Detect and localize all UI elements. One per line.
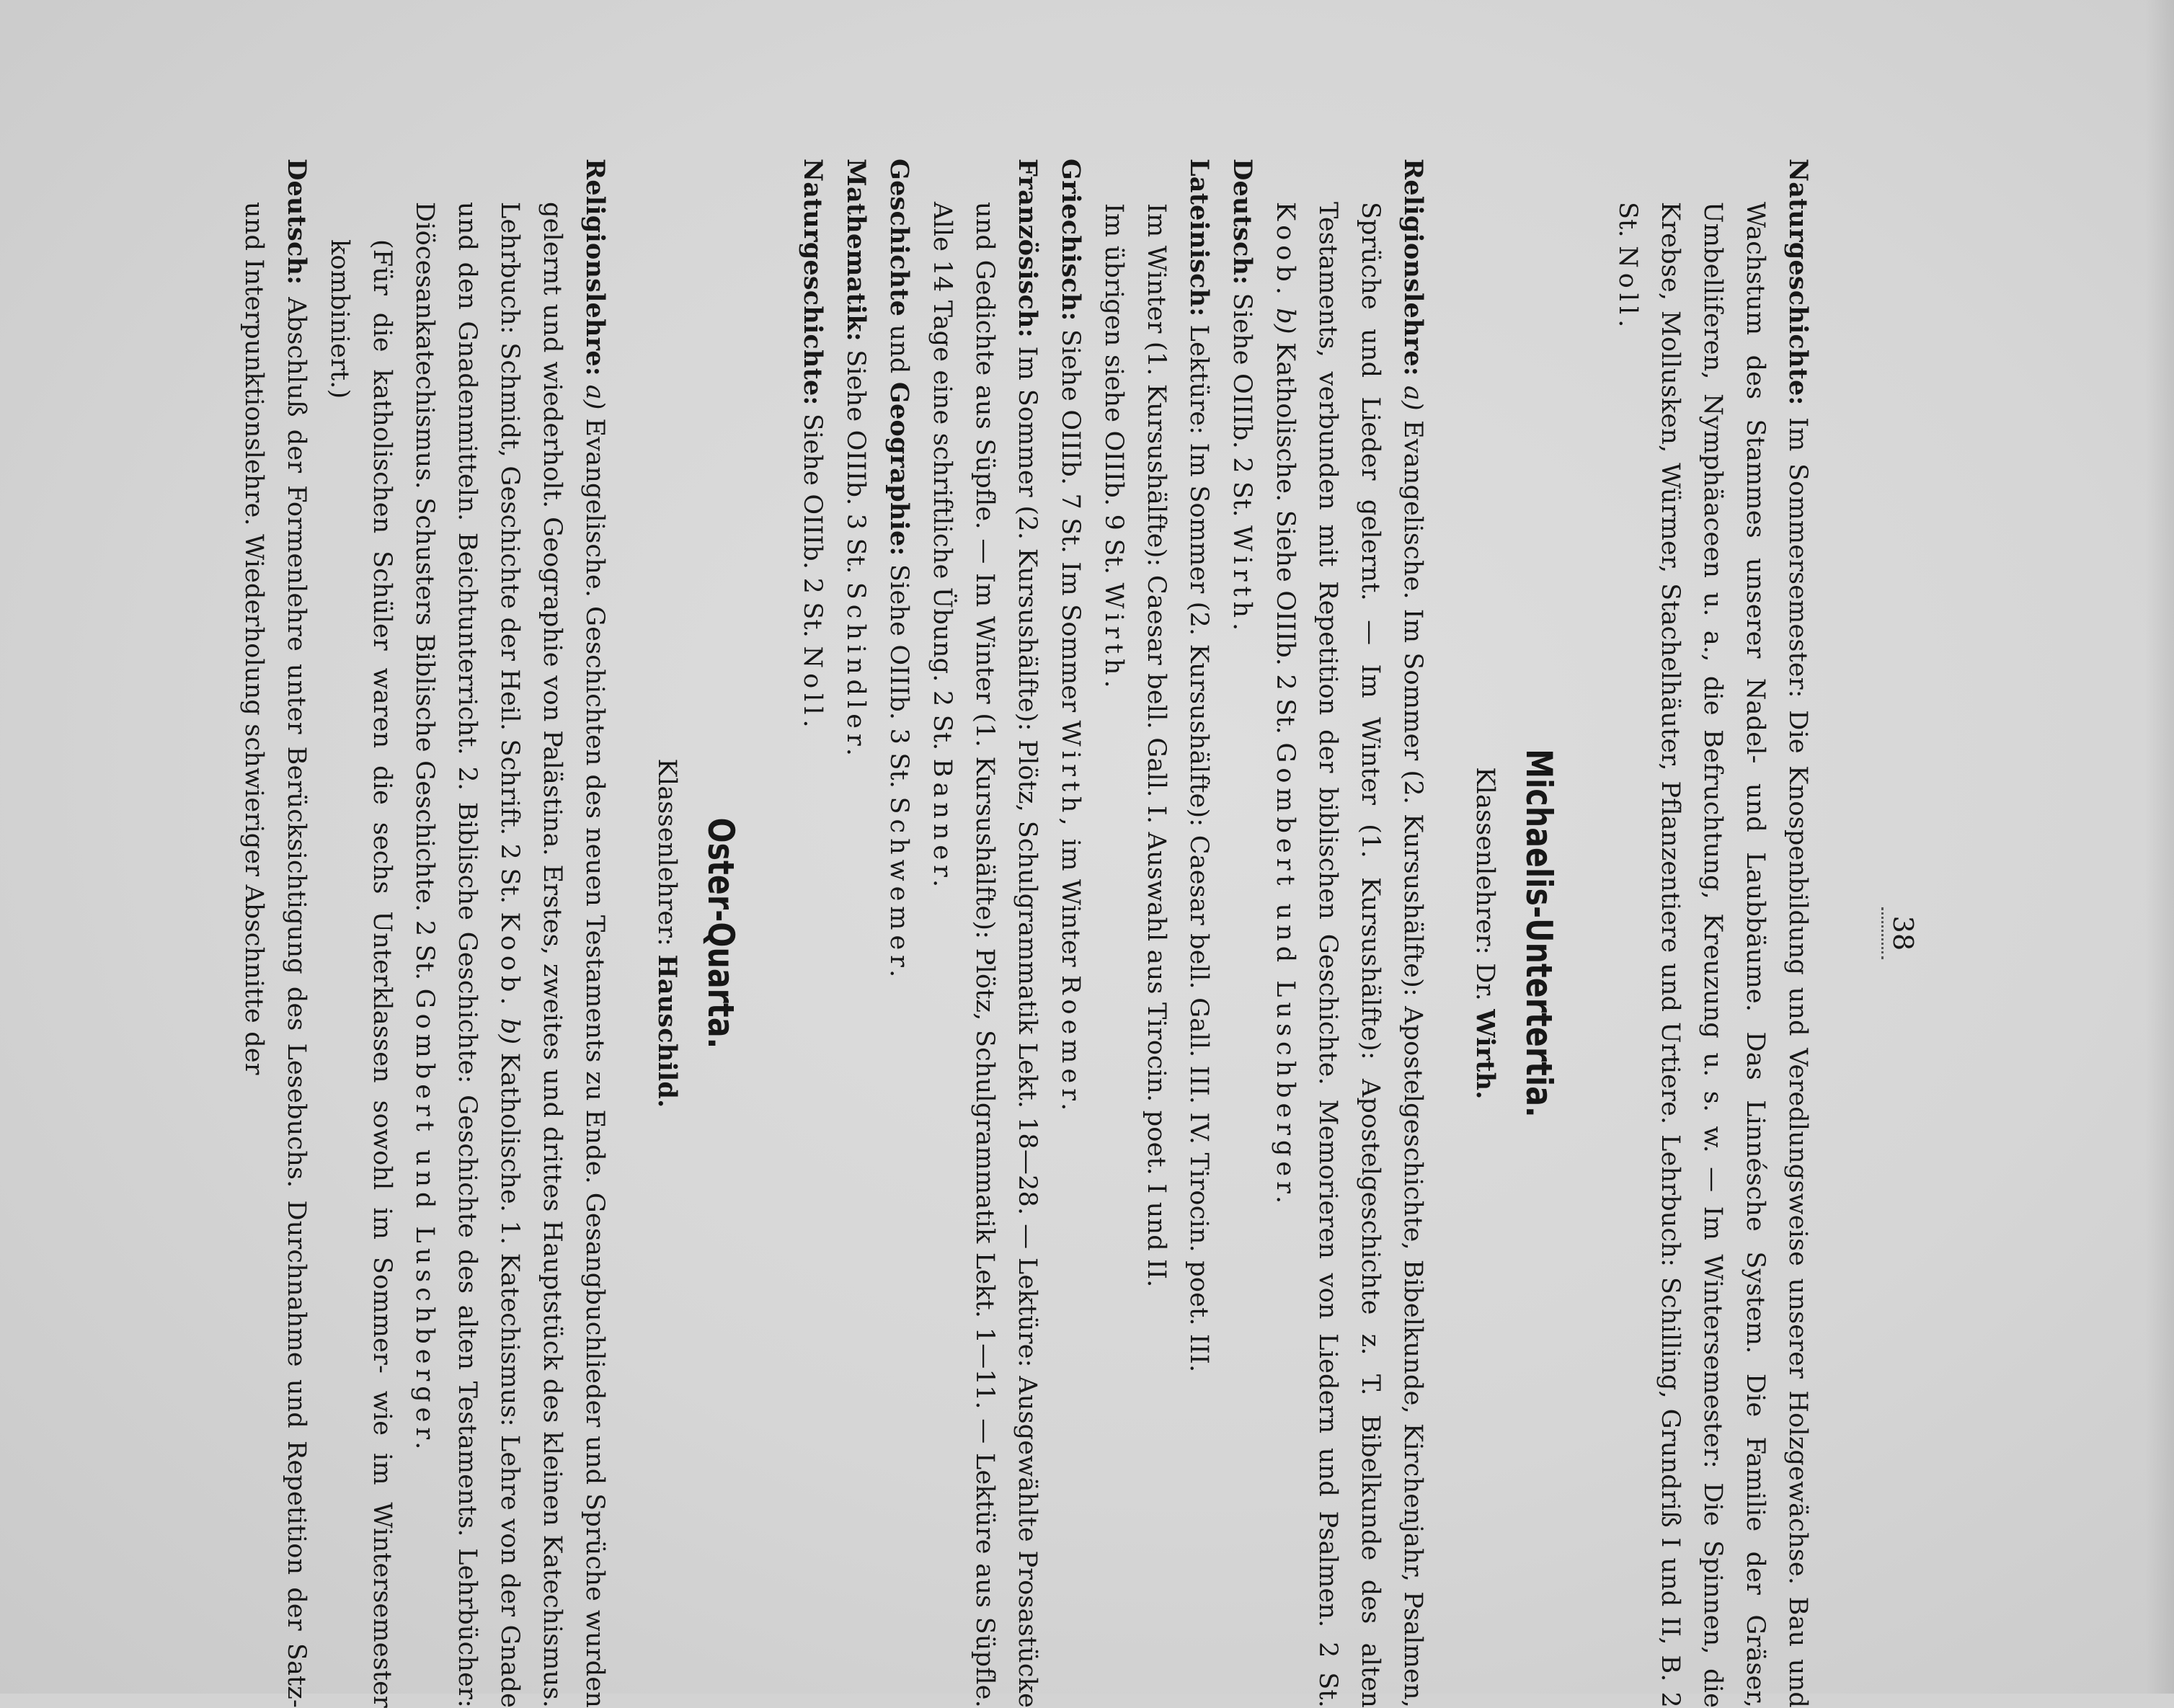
geschichte-label: Geschichte bbox=[884, 159, 914, 317]
griechisch-teacher-1: Wirth, bbox=[1056, 720, 1085, 831]
deutsch-paragraph-2 bbox=[232, 159, 318, 1708]
class-teacher-oster-quarta bbox=[645, 159, 688, 1708]
latein-paragraph bbox=[1177, 159, 1220, 1708]
mathematik-teacher: Schindler. bbox=[841, 582, 870, 761]
deutsch-teacher: Wirth. bbox=[1228, 525, 1256, 636]
deutsch-text-2: Abschluß der Formenlehre unter Berücksichtigung des Lesebuchs. Durchnahme und Repetition der Satz- und Interpunktionslehre. Wiederholung schwieriger Abschnitte der bbox=[239, 202, 311, 1708]
mathematik-label: Mathematik: bbox=[841, 159, 871, 342]
geographie-label: Geographie: bbox=[884, 381, 914, 556]
rotated-page bbox=[239, 159, 1919, 1708]
religion-b-text-2: Katholische. 1. Katechismus: Lehre von der Gnade und den Gnadenmitteln. Beichtunterricht. 2. Biblische Geschichte: Geschichte des alten Testaments. Lehrbücher: Diöcesankatechismus. Schusters Biblische Geschichte. 2 St. bbox=[410, 202, 524, 1708]
griechisch-paragraph bbox=[1049, 159, 1092, 1708]
geschichte-text: Siehe OIIIb. 3 St. bbox=[884, 564, 913, 789]
religion-a-teacher-2: Koob. bbox=[495, 912, 524, 1010]
class-teacher-michaelis bbox=[1463, 159, 1507, 1708]
page-number: 38 bbox=[1887, 915, 1919, 951]
latein-line-3: Im übrigen siehe OIIIb. 9 St. bbox=[1099, 203, 1128, 575]
griechisch-text: Siehe OIIIb. 7 St. Im Sommer bbox=[1056, 329, 1085, 713]
naturgeschichte-label-2: Naturgeschichte: bbox=[798, 159, 828, 406]
religion-paragraph-2 bbox=[403, 159, 616, 1708]
naturgeschichte-text-2: Siehe OIIIb. 2 St. bbox=[798, 413, 827, 639]
class-teacher-prefix: Klassenlehrer: Dr. bbox=[1470, 767, 1499, 1001]
naturgeschichte-teacher-2: Noll. bbox=[798, 646, 827, 733]
geschichte-teacher: Schwemer. bbox=[884, 796, 913, 983]
franzoesisch-label: Französisch: bbox=[1013, 159, 1042, 338]
religion-a-teacher: Koob. bbox=[1271, 202, 1300, 300]
deutsch-text: Siehe OIIIb. 2 St. bbox=[1228, 293, 1256, 517]
naturgeschichte-label: Naturgeschichte: bbox=[1783, 159, 1813, 406]
religion-b-marker-2: b) bbox=[495, 1018, 524, 1045]
religion-a-text-2: Evangelische. Geschichten des neuen Testaments zu Ende. Gesangbuchlieder und Sprüche wurden gelernt und wiederholt. Geographie von Palästina. Erstes, zweites und drittes Hauptstück des kleinen Katechismus. Lehrbuch: Schmidt, Geschichte der Heil. Schrift. 2 St. bbox=[495, 202, 609, 1708]
franzoesisch-text: Im Sommer (2. Kursushälfte): Plötz, Schulgrammatik Lekt. 18—28. — Lektüre: Ausgewählte Prosastücke und Gedichte aus Süpfle. — Im Winter (1. Kursushälfte): Plötz, Schulgrammatik Lekt. 1—11. — Lektüre aus Süpfle. Alle 14 Tage eine schriftliche Übung. 2 St. bbox=[928, 202, 1042, 1708]
religion-a-marker: a) bbox=[1398, 385, 1427, 411]
section-title-oster-quarta: Oster-Quarta. bbox=[700, 817, 742, 1049]
religion-a-text: Evangelische. Im Sommer (2. Kursushälfte): Apostelgeschichte, Bibelkunde, Kirchenjahr, Psalmen, Sprüche und Lieder gelernt. — Im Winter (1. Kursushälfte): Apostelgeschichte z. T. Bibelkunde des alten Testaments, verbunden mit Repetition der biblischen Geschichte. Memorieren von Liedern und Psalmen. 2 St. bbox=[1313, 202, 1427, 1708]
religion-b-text: Katholische. Siehe OIIIb. 2 St. bbox=[1271, 342, 1300, 735]
latein-line-2: Im Winter (1. Kursushälfte): Caesar bell. Gall. I. Auswahl aus Tirocin. poet. I und II. bbox=[1142, 203, 1171, 1288]
religion-note: (Für die katholischen Schüler waren die sechs Unterklassen sowohl im Sommer- wie im Wintersemester kombiniert.) bbox=[325, 239, 396, 1708]
mathematik-paragraph bbox=[834, 159, 877, 1708]
religion-b-marker: b) bbox=[1271, 308, 1300, 334]
religion-label: Religionslehre: bbox=[1398, 159, 1428, 376]
class-teacher-name: Wirth. bbox=[1470, 1009, 1500, 1100]
franzoesisch-teacher: Banner. bbox=[928, 758, 957, 893]
deutsch-label: Deutsch: bbox=[1228, 159, 1257, 285]
class-teacher-prefix-2: Klassenlehrer: bbox=[652, 758, 681, 947]
latein-line-2-paragraph bbox=[1135, 159, 1177, 1708]
deutsch-paragraph-1 bbox=[1220, 159, 1264, 1708]
page-edge-shadow bbox=[2145, 0, 2174, 1694]
geschichte-und: und bbox=[884, 324, 913, 374]
naturgeschichte-text: Im Sommersemester: Die Knospenbildung und Veredlungsweise unserer Holzgewächse. Bau und Wachstum des Stammes unserer Nadel- und Laubbäume. Das Linnésche System. Die Familie der Gräser, Umbelliferen, Nymphäaceen u. a., die Befruchtung, Kreuzung u. s. w. — Im Wintersemester: Die Spinnen, die Krebse, Mollusken, Würmer, Stachelhäuter, Pflanzentiere und Urtiere. Lehrbuch: Schilling, Grundriß I und II, B. 2 St. bbox=[1613, 202, 1812, 1708]
section-title-michaelis: Michaelis-Untertertia. bbox=[1518, 749, 1560, 1118]
religion-paragraph-1 bbox=[1264, 159, 1434, 1708]
griechisch-mid: im Winter bbox=[1056, 838, 1085, 967]
religion-b-teacher: Gombert und Luschberger. bbox=[1271, 742, 1300, 1209]
mathematik-text: Siehe OIIIb. 3 St. bbox=[841, 350, 870, 574]
religion-label-2: Religionslehre: bbox=[580, 159, 610, 376]
religion-a-marker-2: a) bbox=[580, 384, 609, 410]
latein-label: Lateinisch: bbox=[1184, 159, 1214, 317]
latein-line-3-paragraph bbox=[1092, 159, 1135, 1708]
naturgeschichte-teacher: Noll. bbox=[1613, 246, 1642, 333]
naturgeschichte-paragraph bbox=[791, 159, 834, 1708]
naturgeschichte-intro-paragraph bbox=[1606, 159, 1819, 1708]
latein-teacher: Wirth. bbox=[1099, 582, 1128, 693]
griechisch-teacher-2: Roemer. bbox=[1056, 975, 1085, 1116]
deutsch-label-2: Deutsch: bbox=[282, 159, 311, 285]
latein-line-1: Lektüre: Im Sommer (2. Kursushälfte): Caesar bell. Gall. III. IV. Tirocin. poet. III. bbox=[1184, 324, 1213, 1373]
geschichte-paragraph bbox=[877, 159, 920, 1708]
class-teacher-name-2: Hauschild. bbox=[652, 954, 682, 1108]
page-number-rule bbox=[1881, 907, 1886, 959]
religion-b-teacher-2: Gombert und Luschberger. bbox=[410, 988, 439, 1455]
franzoesisch-paragraph bbox=[920, 159, 1049, 1708]
griechisch-label: Griechisch: bbox=[1056, 159, 1086, 321]
